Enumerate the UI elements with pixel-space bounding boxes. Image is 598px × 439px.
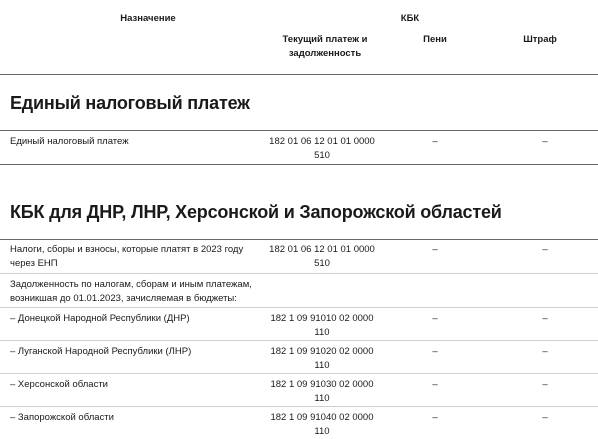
row-penalties: –	[432, 379, 438, 390]
row-purpose: Задолженность по налогам, сборам и иным платежам, возникшая до 01.01.2023, зачисляемая в бюджеты:	[10, 279, 252, 304]
row-purpose: – Херсонской области	[10, 379, 108, 390]
row-fine: –	[542, 313, 548, 324]
header-penalties: Пени	[423, 34, 447, 45]
row-penalties: –	[432, 244, 438, 255]
header-fine: Штраф	[523, 34, 557, 45]
section-divider	[0, 130, 598, 131]
row-fine: –	[542, 346, 548, 357]
section-title: Единый налоговый платеж	[10, 93, 250, 113]
row-purpose: – Донецкой Народной Республики (ДНР)	[10, 313, 190, 324]
row-divider	[0, 273, 598, 274]
row-kbk: 182 1 09 91030 02 0000 110	[270, 379, 374, 404]
row-purpose: Единый налоговый платеж	[10, 136, 129, 147]
header-purpose: Назначение	[120, 13, 176, 24]
row-fine: –	[542, 412, 548, 423]
row-kbk: 182 1 09 91040 02 0000 110	[270, 412, 374, 437]
header-divider	[0, 74, 598, 75]
header-current: Текущий платеж и задолженность	[282, 34, 368, 59]
header-kbk: КБК	[400, 13, 420, 24]
row-penalties: –	[432, 313, 438, 324]
section-title: КБК для ДНР, ЛНР, Херсонской и Запорожской областей	[10, 202, 502, 222]
row-divider	[0, 406, 598, 407]
row-fine: –	[542, 244, 548, 255]
row-penalties: –	[432, 136, 438, 147]
row-kbk: 182 1 09 91010 02 0000 110	[270, 313, 374, 338]
section-divider	[0, 239, 598, 240]
row-purpose: – Запорожской области	[10, 412, 114, 423]
row-kbk: 182 01 06 12 01 01 0000 510	[269, 136, 375, 161]
row-divider	[0, 340, 598, 341]
row-fine: –	[542, 136, 548, 147]
row-penalties: –	[432, 346, 438, 357]
row-purpose: Налоги, сборы и взносы, которые платят в 2023 году через ЕНП	[10, 244, 244, 269]
row-divider	[0, 373, 598, 374]
row-divider	[0, 307, 598, 308]
row-fine: –	[542, 379, 548, 390]
row-penalties: –	[432, 412, 438, 423]
row-purpose: – Луганской Народной Республики (ЛНР)	[10, 346, 192, 357]
row-divider	[0, 164, 598, 165]
row-kbk: 182 01 06 12 01 01 0000 510	[269, 244, 375, 269]
row-kbk: 182 1 09 91020 02 0000 110	[270, 346, 374, 371]
